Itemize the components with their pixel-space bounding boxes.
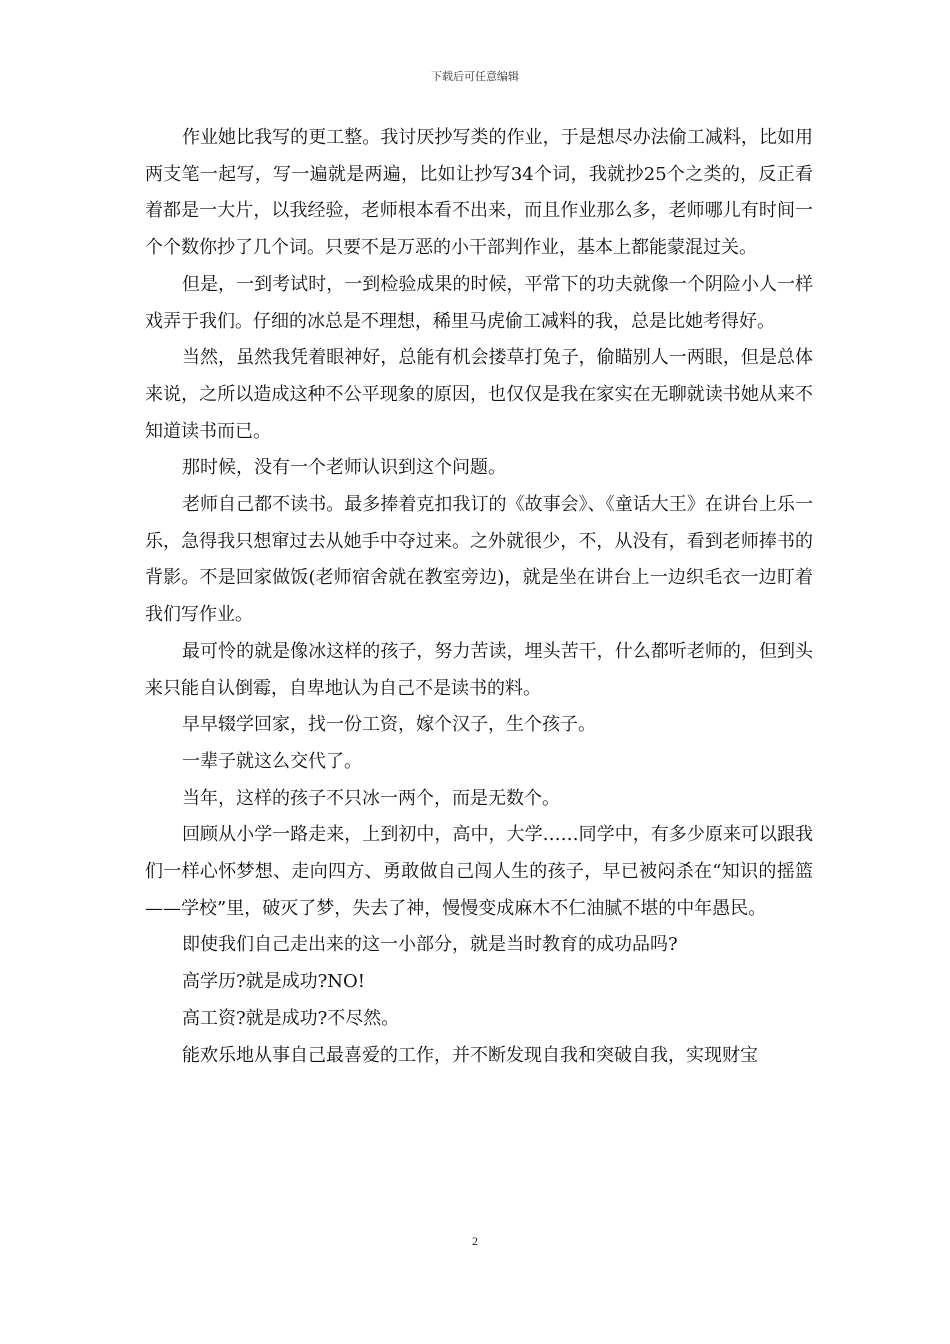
paragraph: 作业她比我写的更工整。我讨厌抄写类的作业，于是想尽办法偷工减料，比如用两支笔一起写，写一遍就是两遍，比如让抄写34个词，我就抄25个之类的，反正看着都是一大片，以我经验，老师根本看不出来，而且作业那么多，老师哪儿有时间一个个数你抄了几个词。只要不是万恶的小干部判作业，基本上都能蒙混过关。 — [145, 127, 813, 259]
page-header: 下载后可任意编辑 — [431, 70, 519, 83]
paragraph: 回顾从小学一路走来，上到初中，高中，大学……同学中，有多少原来可以跟我们一样心怀梦想、走向四方、勇敢做自己闯人生的孩子，早已被闷杀在“知识的摇篮——学校”里，破灭了梦，失去了神，慢慢变成麻木不仁油腻不堪的中年愚民。 — [145, 824, 813, 919]
paragraph: 早早辍学回家，找一份工资，嫁个汉子，生个孩子。 — [182, 714, 596, 736]
paragraph: 最可怜的就是像冰这样的孩子，努力苦读，埋头苦干，什么都听老师的，但到头来只能自认倒霉，自卑地认为自己不是读书的料。 — [145, 640, 813, 699]
paragraph: 那时候，没有一个老师认识到这个问题。 — [182, 457, 506, 479]
paragraph: 高学历?就是成功?NO! — [182, 971, 366, 993]
paragraph: 但是，一到考试时，一到检验成果的时候，平常下的功夫就像一个阴险小人一样戏弄于我们。仔细的冰总是不理想，稀里马虎偷工减料的我，总是比她考得好。 — [145, 273, 813, 332]
paragraph: 能欢乐地从事自己最喜爱的工作，并不断发现自我和突破自我，实现财宝 — [182, 1044, 758, 1066]
page-number: 2 — [472, 1234, 478, 1248]
paragraph: 高工资?就是成功?不尽然。 — [182, 1007, 400, 1029]
paragraph: 即使我们自己走出来的这一小部分，就是当时教育的成功品吗? — [182, 934, 678, 956]
paragraph: 老师自己都不读书。最多捧着克扣我订的《故事会》、《童话大王》在讲台上乐一乐，急得我只想窜过去从她手中夺过来。之外就很少，不，从没有，看到老师捧书的背影。不是回家做饭(老师宿舍就在教室旁边)，就是坐在讲台上一边织毛衣一边盯着我们写作业。 — [145, 494, 813, 626]
document-body — [145, 120, 813, 1074]
paragraph: 一辈子就这么交代了。 — [182, 750, 362, 772]
paragraph: 当然，虽然我凭着眼神好，总能有机会搂草打兔子，偷瞄别人一两眼，但是总体来说，之所以造成这种不公平现象的原因，也仅仅是我在家实在无聊就读书她从来不知道读书而已。 — [145, 347, 813, 442]
paragraph: 当年，这样的孩子不只冰一两个，而是无数个。 — [182, 787, 560, 809]
